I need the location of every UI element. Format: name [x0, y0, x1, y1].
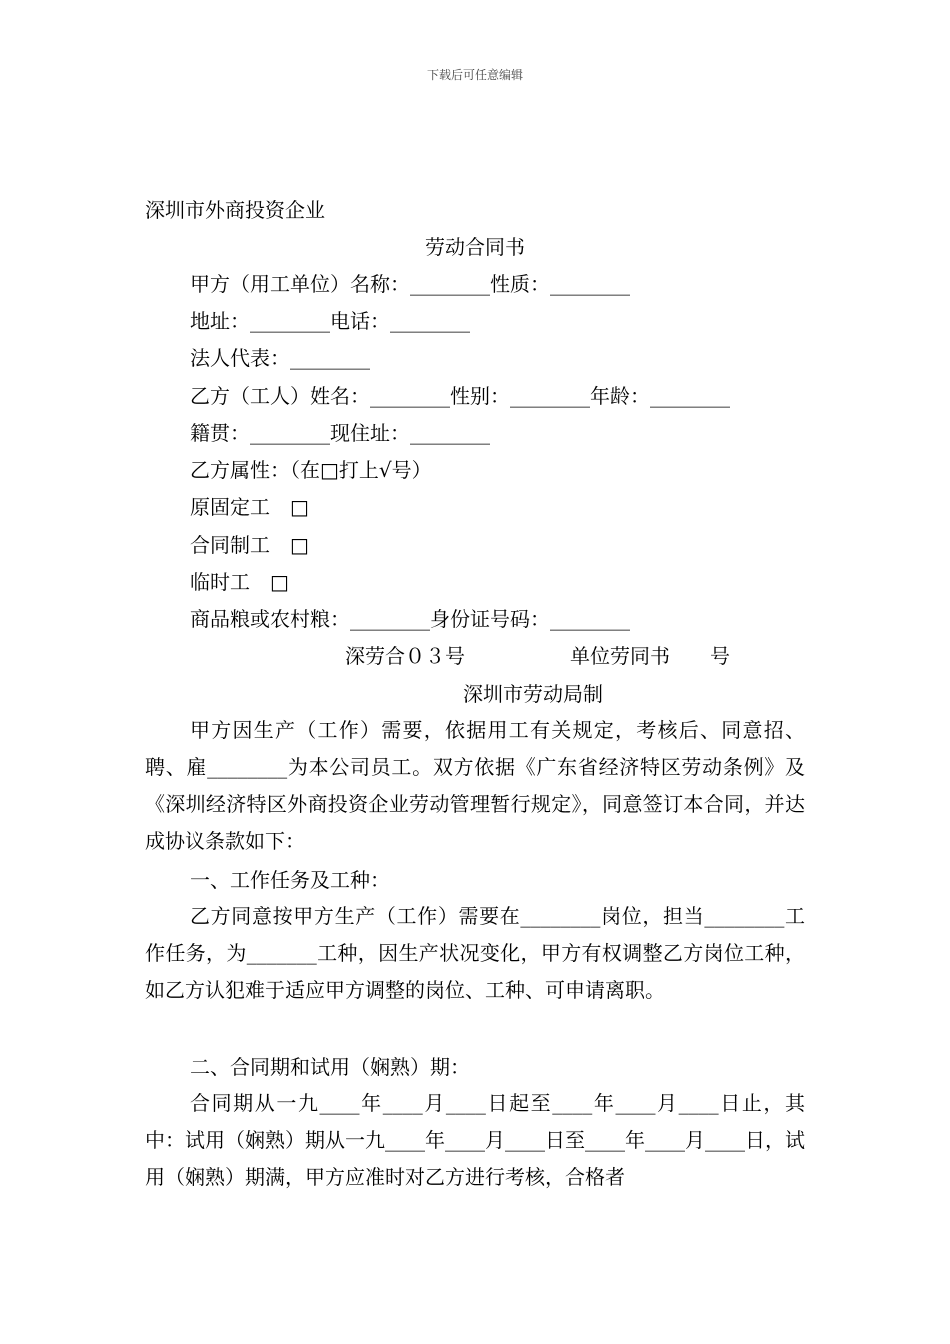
field-legal-rep: 法人代表：________: [190, 346, 370, 370]
section-heading-1: 一、工作任务及工种：: [190, 868, 390, 892]
field-employee: 乙方（工人）姓名：________性别：________年龄：________: [190, 384, 730, 408]
field-grain-id: 商品粮或农村粮：________身份证号码：________: [190, 607, 630, 631]
paragraph-intro: 甲方因生产（工作）需要，依据用工有关规定，考核后、同意招、聘、雇________为本公司员工。双方依据《广东省经济特区劳动条例》及《深圳经济特区外商投资企业劳动管理暂行规定》，同意签订本合同，并达成协议条款如下：: [145, 718, 805, 853]
field-attribute: 乙方属性：（在□打上√号）: [190, 458, 432, 482]
field-employer: 甲方（用工单位）名称：________性质：________: [190, 272, 630, 296]
field-address: 地址：________电话：________: [190, 309, 470, 333]
paragraph-work: 乙方同意按甲方生产（工作）需要在________岗位，担当________工作任务，为_______工种，因生产状况变化，甲方有权调整乙方岗位工种，如乙方认犯难于适应甲方调整的岗位、工种、可申请离职。: [145, 904, 805, 1002]
header-watermark: 下载后可任意编辑: [426, 68, 523, 82]
issuer: 深圳市劳动局制: [463, 682, 603, 706]
option-temp-worker: 临时工 □: [190, 570, 289, 594]
option-contract-worker: 合同制工 □: [190, 533, 309, 557]
org-name: 深圳市外商投资企业: [145, 198, 325, 222]
option-fixed-worker: 原固定工 □: [190, 495, 309, 519]
document-title: 劳动合同书: [425, 235, 525, 259]
paragraph-period: 合同期从一九____年____月____日起至____年____月____日止，其中：试用（娴熟）期从一九____年____月____日至____年____月____日，试用（娴熟）期满，甲方应准时对乙方进行考核，合格者: [145, 1091, 805, 1189]
doc-number-left: 深劳合０３号: [345, 644, 465, 668]
section-heading-2: 二、合同期和试用（娴熟）期：: [190, 1055, 470, 1079]
doc-number-right: 单位劳同书 号: [570, 644, 730, 668]
field-origin: 籍贯：________现住址：________: [190, 421, 490, 445]
